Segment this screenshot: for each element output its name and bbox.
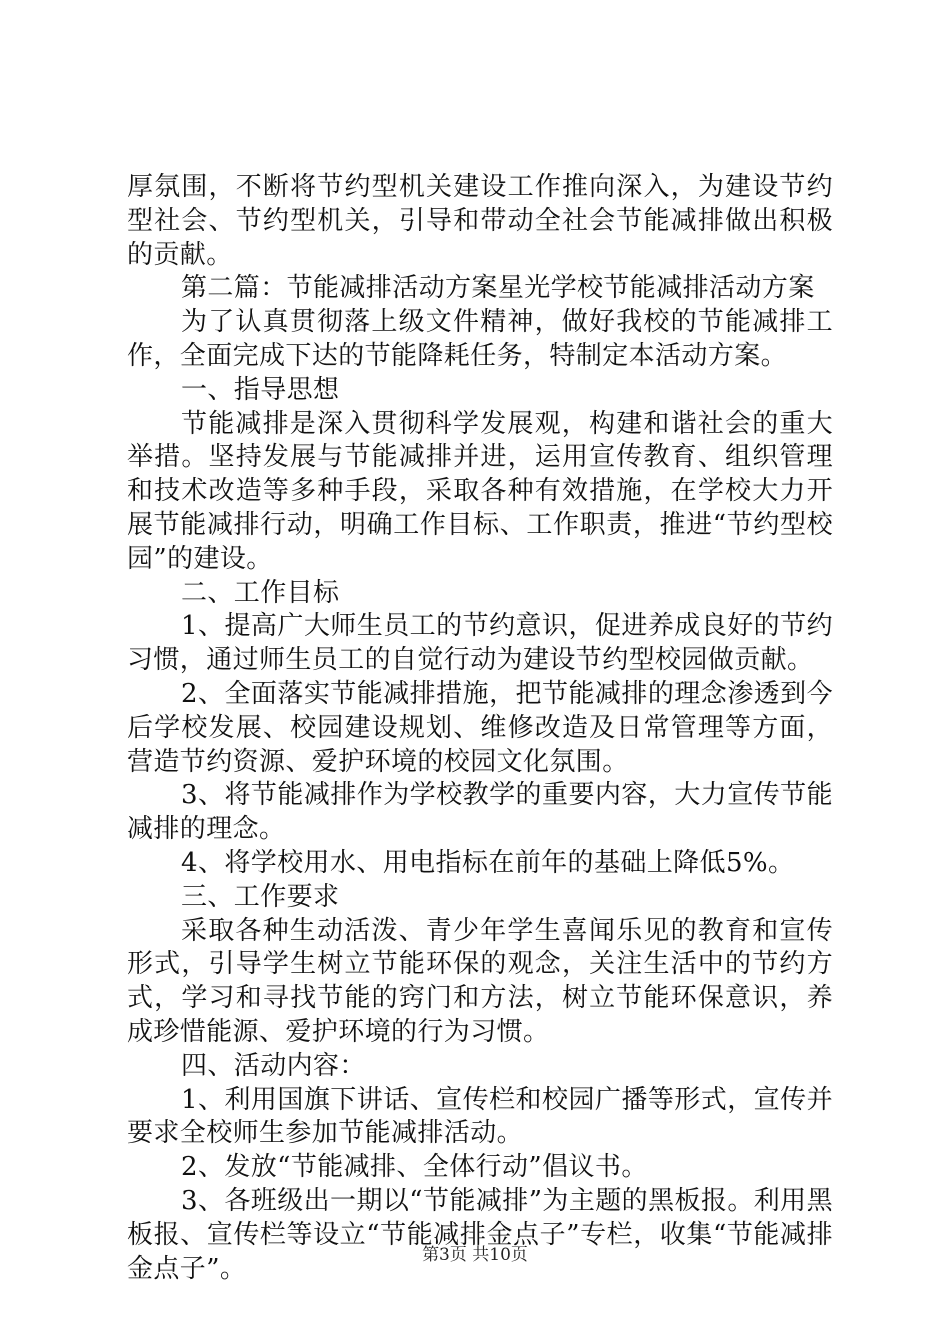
list-item-activity-3: 3、各班级出一期以“节能减排”为主题的黑板报。利用黑板报、宣传栏等设立“节能减排金点子”专栏，收集“节能减排金点子”。 [127, 1185, 833, 1284]
document-body [127, 171, 833, 1286]
paragraph-work-requirements: 采取各种生动活泼、青少年学生喜闻乐见的教育和宣传形式，引导学生树立节能环保的观念，关注生活中的节约方式，学习和寻找节能的窍门和方法，树立节能环保意识，养成珍惜能源、爱护环境的行为习惯。 [127, 915, 833, 1047]
heading-activity-content: 四、活动内容： [181, 1050, 366, 1081]
paragraph-intro: 为了认真贯彻落上级文件精神，做好我校的节能减排工作，全面完成下达的节能降耗任务，特制定本活动方案。 [127, 307, 833, 371]
heading-guiding-thought: 一、指导思想 [181, 374, 340, 405]
list-item-activity-2: 2、发放“节能减排、全体行动”倡议书。 [181, 1152, 648, 1183]
list-item-goal-4: 4、将学校用水、用电指标在前年的基础上降低5%。 [181, 847, 795, 878]
list-item-goal-1: 1、提高广大师生员工的节约意识，促进养成良好的节约习惯，通过师生员工的自觉行动为建设节约型校园做贡献。 [127, 611, 833, 676]
heading-work-goals: 二、工作目标 [181, 577, 340, 608]
paragraph-continuation: 厚氛围，不断将节约型机关建设工作推向深入，为建设节约型社会、节约型机关，引导和带动全社会节能减排做出积极的贡献。 [127, 172, 833, 270]
list-item-activity-1: 1、利用国旗下讲话、宣传栏和校园广播等形式，宣传并要求全校师生参加节能减排活动。 [127, 1084, 833, 1149]
section-title: 第二篇：节能减排活动方案星光学校节能减排活动方案 [181, 273, 815, 304]
page-number-footer: 第3页 共10页 [422, 1245, 528, 1265]
heading-work-requirements: 三、工作要求 [181, 881, 340, 912]
list-item-goal-2: 2、全面落实节能减排措施，把节能减排的理念渗透到今后学校发展、校园建设规划、维修改造及日常管理等方面，营造节约资源、爱护环境的校园文化氛围。 [127, 678, 833, 777]
list-item-goal-3: 3、将节能减排作为学校教学的重要内容，大力宣传节能减排的理念。 [127, 780, 833, 845]
paragraph-guiding-thought: 节能减排是深入贯彻科学发展观，构建和谐社会的重大举措。坚持发展与节能减排并进，运用宣传教育、组织管理和技术改造等多种手段，采取各种有效措施，在学校大力开展节能减排行动，明确工作目标、工作职责，推进“节约型校园”的建设。 [127, 408, 833, 574]
